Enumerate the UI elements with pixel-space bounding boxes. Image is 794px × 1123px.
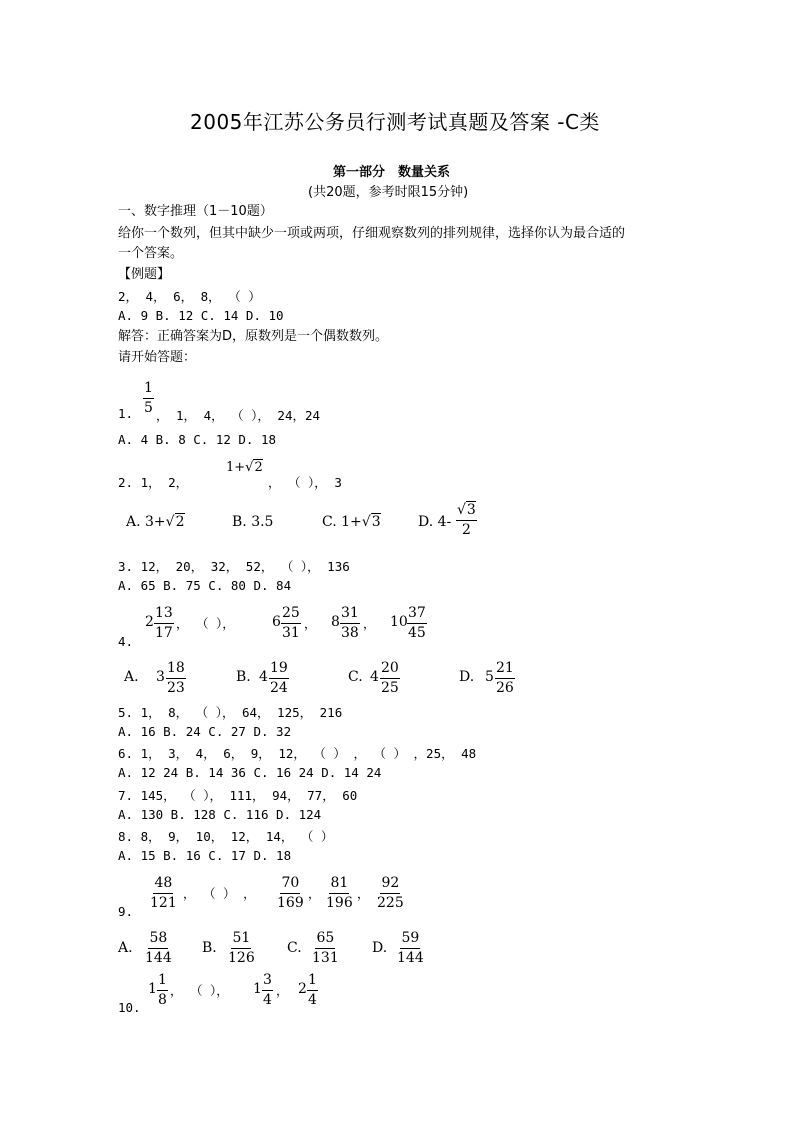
option-d-whole: 5 — [485, 669, 494, 685]
denominator: 38 — [341, 625, 359, 641]
fraction — [157, 972, 168, 1009]
numerator: 59 — [400, 930, 420, 949]
blank-term: ， （ ）， — [176, 616, 235, 631]
sqrt-symbol: √2 — [245, 460, 263, 475]
numerator: 51 — [231, 930, 251, 949]
option-d-prefix: D. 4- — [418, 514, 452, 530]
question-8: 8. 8， 9， 10， 12， 14， （ ） — [118, 829, 334, 844]
denominator: 23 — [167, 680, 185, 696]
fraction — [340, 605, 360, 642]
instructions-line-1: 给你一个数列，但其中缺少一项或两项，仔细观察数列的排列规律，选择你认为最合适的 — [118, 226, 626, 241]
denominator: 45 — [408, 625, 426, 641]
numerator: 70 — [280, 875, 300, 894]
option-d-label: D. — [372, 940, 388, 956]
numerator: 58 — [148, 930, 168, 949]
denominator: 24 — [270, 680, 288, 696]
numerator — [456, 502, 477, 521]
question-terms-rest: ， （ ）， 3 — [268, 475, 342, 490]
question-number: 1. — [118, 406, 134, 421]
numerator: 81 — [329, 875, 349, 894]
question-7: 7. 145， （ ）， 111， 94， 77， 60 — [118, 788, 358, 803]
question-8-options: A. 15 B. 16 C. 17 D. 18 — [118, 848, 292, 863]
numerator: 18 — [166, 660, 186, 679]
radical-expression — [226, 460, 263, 475]
option-c-fraction — [312, 930, 339, 967]
part-subheading: (共20题，参考时限15分钟) — [308, 185, 469, 200]
numerator: 48 — [153, 875, 173, 894]
part-heading: 第一部分 数量关系 — [333, 165, 451, 180]
numerator: 31 — [340, 605, 360, 624]
option-a-whole: 3 — [156, 669, 165, 685]
question-options: A. 4 B. 8 C. 12 D. 18 — [118, 432, 277, 447]
denominator: 144 — [397, 950, 424, 966]
denominator: 4 — [263, 992, 272, 1008]
start-prompt: 请开始答题： — [118, 350, 197, 365]
denominator: 26 — [496, 680, 514, 696]
separator: ， — [276, 983, 289, 998]
fraction — [377, 875, 404, 912]
example-answer: 解答：正确答案为D，原数列是一个偶数数列。 — [118, 329, 389, 344]
numerator: 37 — [407, 605, 427, 624]
option-a-fraction — [145, 930, 172, 967]
question-7-options: A. 130 B. 128 C. 116 D. 124 — [118, 807, 322, 822]
radicand: 3 — [371, 514, 381, 530]
separator: ， — [304, 616, 317, 631]
denominator: 5 — [144, 400, 153, 416]
whole-part: 2 — [298, 981, 307, 997]
numerator: 19 — [269, 660, 289, 679]
option-a-fraction — [166, 660, 186, 697]
question-terms: 2. 1， 2， — [118, 475, 189, 490]
numerator: 92 — [380, 875, 400, 894]
separator: ， — [363, 616, 376, 631]
option-d-fraction — [456, 502, 477, 539]
option-b-label: B. — [202, 940, 217, 956]
denominator: 121 — [150, 895, 177, 911]
example-question: 2， 4， 6， 8， （ ） — [118, 289, 261, 304]
denominator: 2 — [461, 522, 471, 538]
denominator: 31 — [282, 625, 300, 641]
fraction — [150, 875, 177, 912]
blank-term: ， （ ） ， — [183, 886, 256, 901]
denominator: 131 — [312, 950, 339, 966]
section-heading: 一、数字推理（1－10题） — [118, 204, 273, 219]
option-b-fraction — [269, 660, 289, 697]
denominator: 17 — [155, 625, 173, 641]
instructions-line-2: 一个答案。 — [118, 246, 184, 261]
option-c-label: C. — [348, 669, 363, 685]
option-b-label: B. — [236, 669, 251, 685]
denominator: 4 — [308, 992, 317, 1008]
option-b-fraction — [228, 930, 255, 967]
separator: ， — [357, 886, 370, 901]
example-options: A. 9 B. 12 C. 14 D. 10 — [118, 308, 284, 323]
option-d-fraction — [495, 660, 515, 697]
denominator: 25 — [381, 680, 399, 696]
option-d-label: D. — [459, 669, 475, 685]
whole-part: 10 — [390, 614, 408, 630]
blank-term: ， （ ）， — [170, 983, 229, 998]
numerator: 1 — [157, 972, 168, 991]
option-c — [322, 514, 381, 530]
option-d-fraction — [397, 930, 424, 967]
denominator: 225 — [377, 895, 404, 911]
radicand: 2 — [254, 460, 263, 475]
fraction — [281, 605, 301, 642]
radicand: 3 — [466, 502, 476, 518]
numerator: 25 — [281, 605, 301, 624]
option-prefix: A. 3+ — [126, 514, 166, 530]
separator: ， — [308, 886, 321, 901]
option-b: B. 3.5 — [232, 514, 274, 530]
whole-part: 6 — [272, 614, 281, 630]
question-6: 6. 1， 3， 4， 6， 9， 12， （ ） ， （ ） ，25， 48 — [118, 746, 477, 761]
question-3: 3. 12， 20， 32， 52， （ ）， 136 — [118, 559, 350, 574]
numerator: 65 — [315, 930, 335, 949]
expression-prefix: 1+ — [226, 460, 246, 475]
option-a — [126, 514, 185, 530]
fraction — [262, 972, 273, 1009]
whole-part: 1 — [253, 981, 262, 997]
question-number: 4. — [118, 634, 134, 649]
example-label: 【例题】 — [118, 267, 171, 282]
option-a-label: A. — [124, 669, 139, 685]
whole-part: 8 — [331, 614, 340, 630]
fraction — [407, 605, 427, 642]
option-a-label: A. — [118, 940, 133, 956]
question-5-options: A. 16 B. 24 C. 27 D. 32 — [118, 724, 292, 739]
numerator: 20 — [380, 660, 400, 679]
option-c-fraction — [380, 660, 400, 697]
question-terms: ， 1， 4， （ ）， 24，24 — [156, 408, 321, 423]
option-c-label: C. — [287, 940, 302, 956]
question-3-options: A. 65 B. 75 C. 80 D. 84 — [118, 578, 292, 593]
denominator: 8 — [158, 992, 167, 1008]
sqrt-symbol: √3 — [361, 514, 381, 530]
numerator: 1 — [307, 972, 318, 991]
question-5: 5. 1， 8， （ ）， 64， 125， 216 — [118, 705, 343, 720]
numerator: 1 — [143, 380, 154, 399]
fraction — [307, 972, 318, 1009]
radicand: 2 — [175, 514, 185, 530]
whole-part: 2 — [145, 614, 154, 630]
option-b-whole: 4 — [259, 669, 268, 685]
denominator: 196 — [326, 895, 353, 911]
whole-part: 1 — [148, 981, 157, 997]
fraction — [277, 875, 304, 912]
fraction — [154, 605, 174, 642]
numerator: 21 — [495, 660, 515, 679]
denominator: 169 — [277, 895, 304, 911]
denominator: 126 — [228, 950, 255, 966]
option-c-whole: 4 — [370, 669, 379, 685]
denominator: 144 — [145, 950, 172, 966]
document-title: 2005年江苏公务员行测考试真题及答案 -C类 — [190, 110, 600, 134]
numerator: 3 — [262, 972, 273, 991]
question-number: 10. — [118, 1000, 141, 1015]
question-6-options: A. 12 24 B. 14 36 C. 16 24 D. 14 24 — [118, 765, 382, 780]
question-number: 9. — [118, 904, 134, 919]
sqrt-symbol: √2 — [165, 514, 185, 530]
fraction — [326, 875, 353, 912]
fraction — [143, 380, 154, 417]
numerator: 13 — [154, 605, 174, 624]
option-prefix: C. 1+ — [322, 514, 362, 530]
sqrt-symbol: √3 — [457, 502, 476, 518]
